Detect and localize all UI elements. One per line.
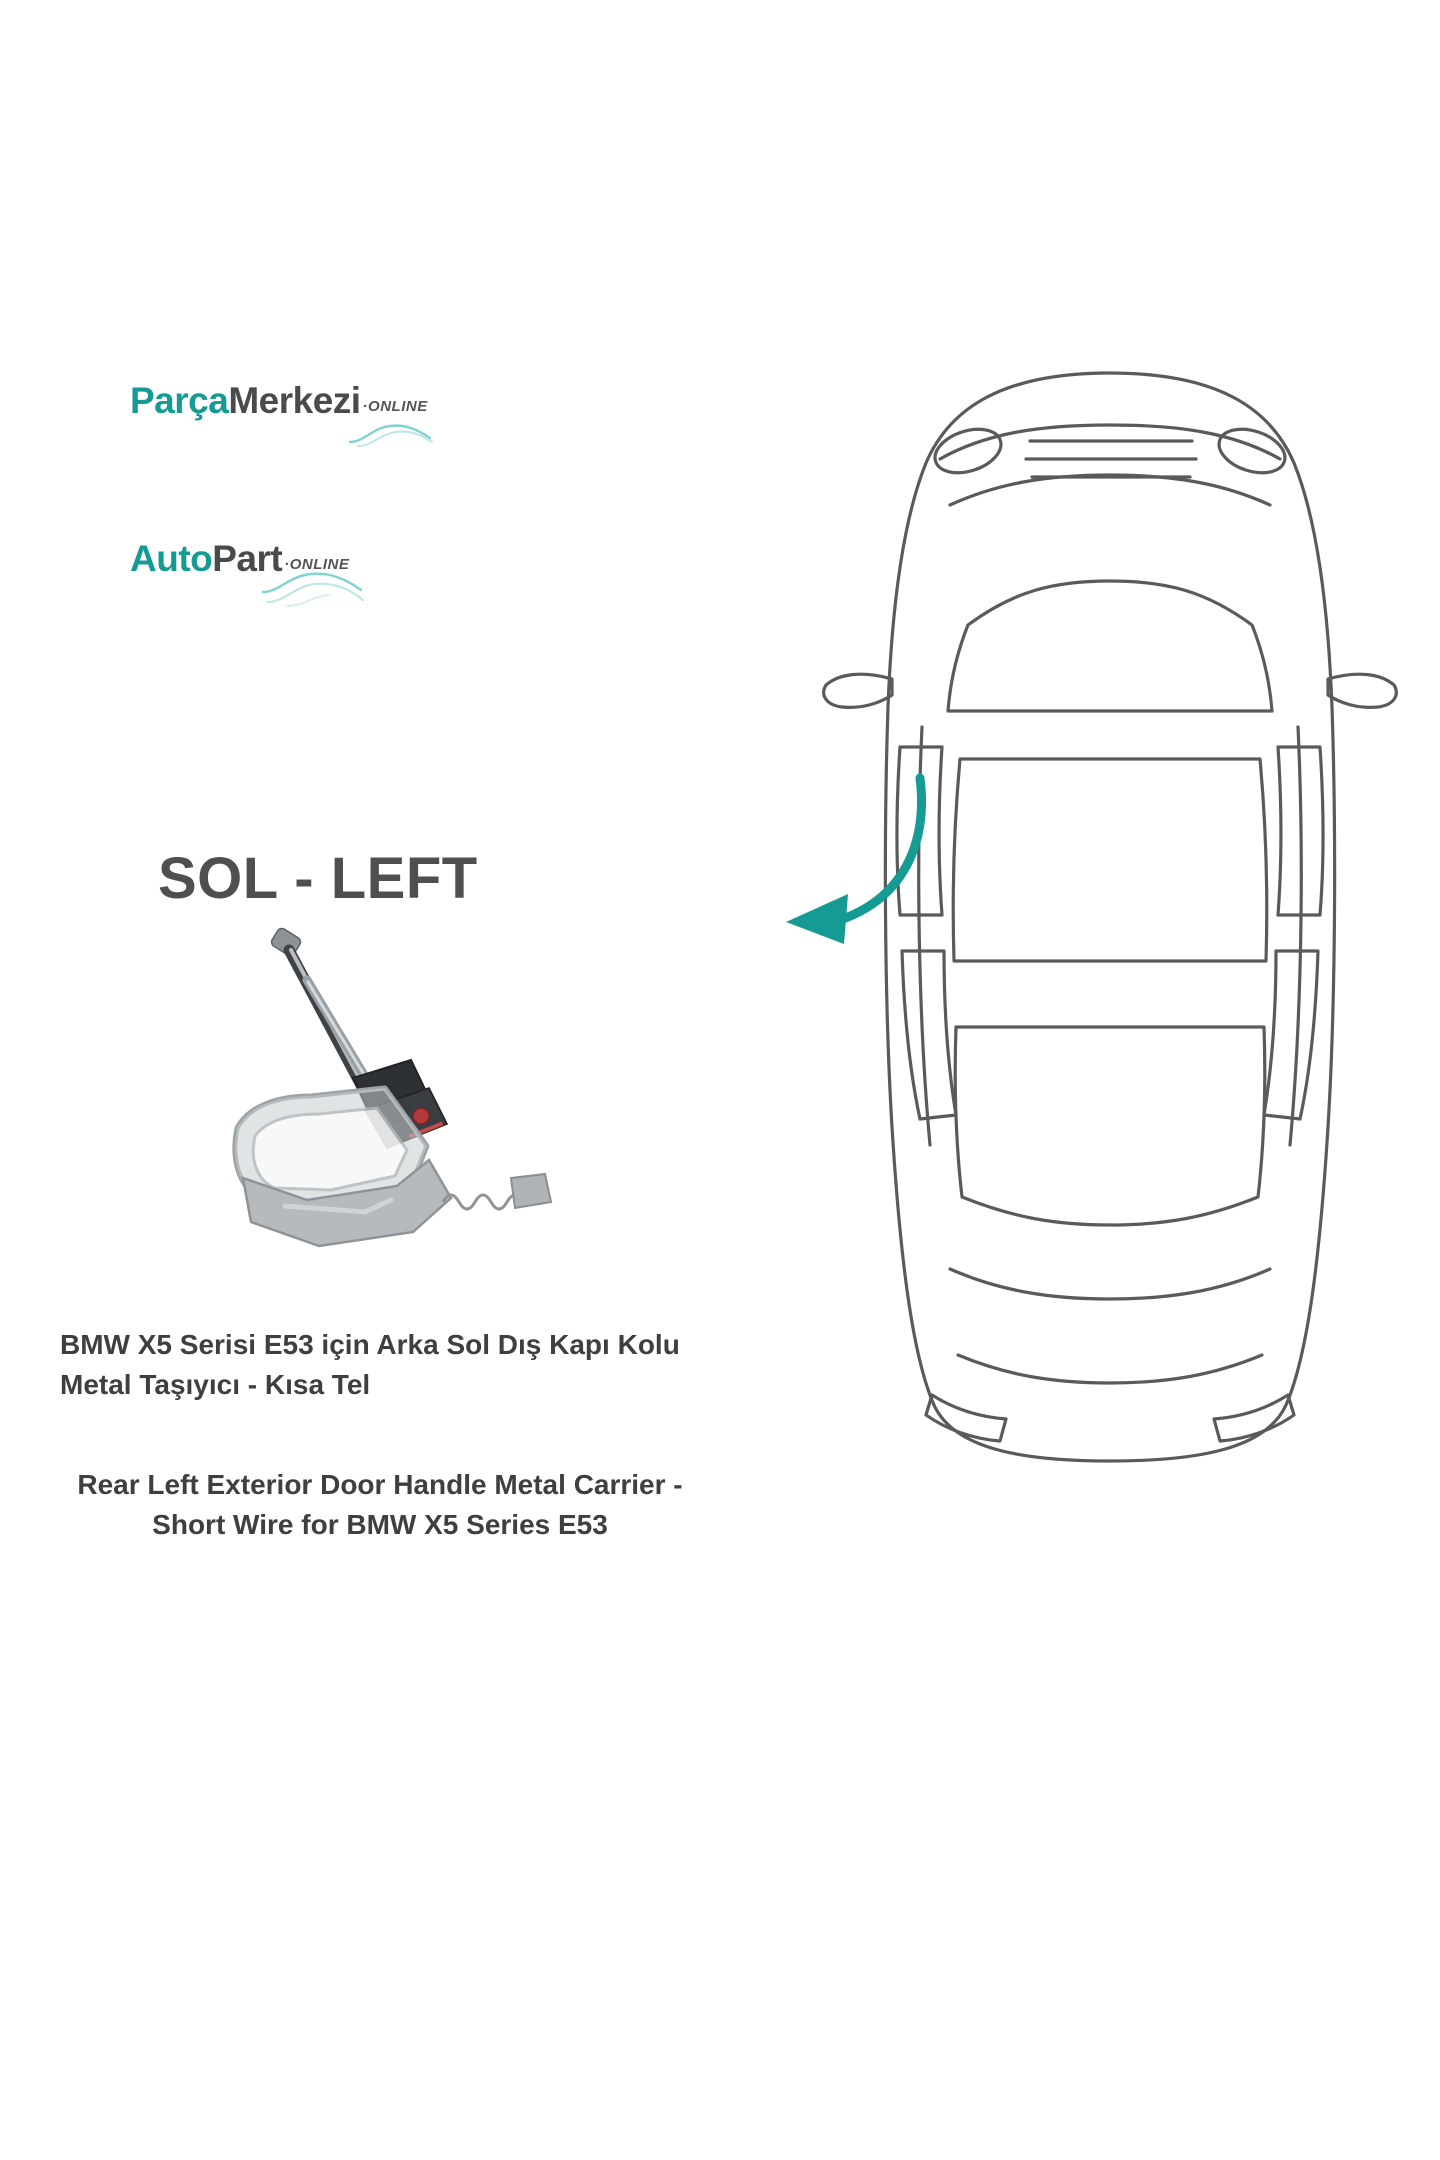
logo-online-suffix: ·ONLINE bbox=[284, 556, 350, 573]
caption-turkish: BMW X5 Serisi E53 için Arka Sol Dış Kapı Kolu Metal Taşıyıcı - Kısa Tel bbox=[60, 1329, 680, 1400]
logo-word-primary: Auto bbox=[130, 538, 213, 579]
car-swoosh-icon bbox=[346, 408, 436, 455]
logo-row bbox=[130, 540, 349, 577]
logo-autopart-online bbox=[130, 540, 349, 577]
logo-parcamerkezi-online bbox=[130, 382, 428, 419]
side-heading-label: SOL - LEFT bbox=[158, 846, 478, 911]
curved-arrow-icon bbox=[690, 770, 960, 990]
logo-word-secondary: Part bbox=[212, 538, 283, 579]
logo-word-primary: Parça bbox=[130, 380, 229, 421]
caption-english: Rear Left Exterior Door Handle Metal Carrier - Short Wire for BMW X5 Series E53 bbox=[77, 1469, 683, 1540]
logo-word-secondary: Merkezi bbox=[228, 380, 361, 421]
logo-row bbox=[130, 382, 428, 419]
part-image-door-handle-carrier bbox=[215, 910, 585, 1270]
car-swoosh-icon bbox=[257, 562, 367, 621]
logo-online-suffix: ·ONLINE bbox=[362, 398, 428, 415]
